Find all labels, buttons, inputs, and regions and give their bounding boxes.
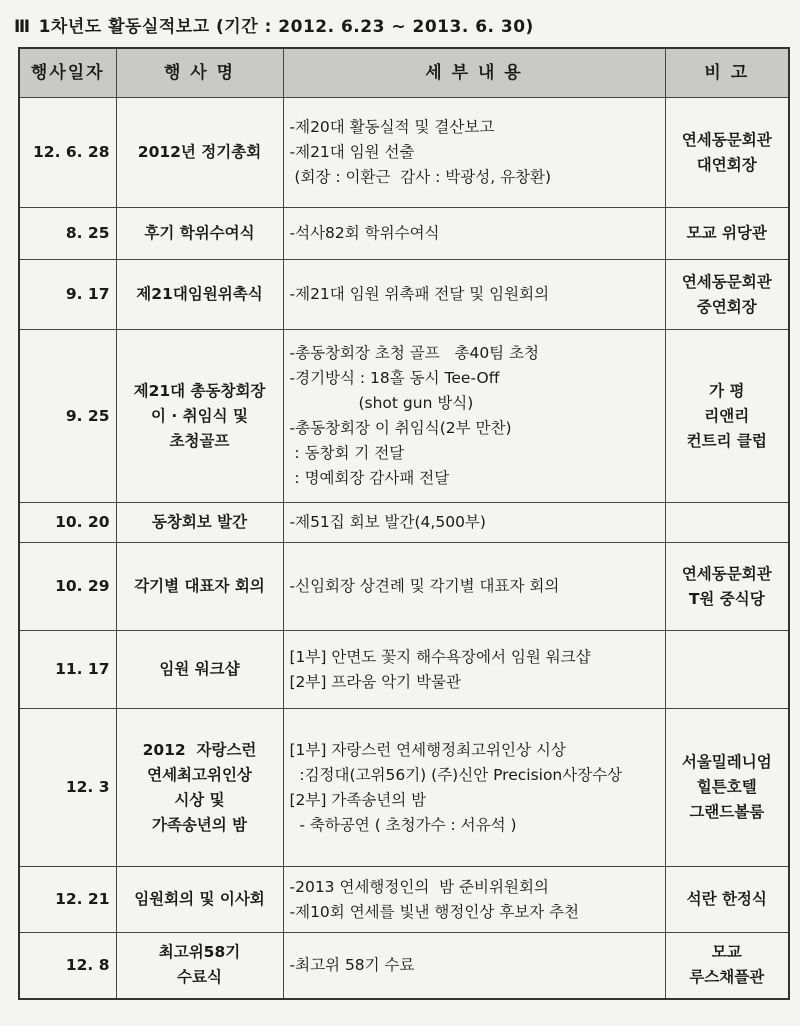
row-note: [665, 543, 789, 631]
row-event-name-line: 2012 자랑스런: [142, 740, 257, 759]
row-details-line: (회장 : 이환근 감사 : 박광성, 유창환): [289, 168, 552, 186]
row-details-line: [2부] 가족송년의 밤: [289, 790, 427, 809]
row-details-line: -총동창회장 이 취임식(2부 만찬): [289, 419, 512, 437]
table-row: [19, 867, 789, 933]
row-details-line: -제10회 연세를 빛낸 행정인상 후보자 추천: [289, 902, 580, 921]
row-details: [283, 867, 665, 933]
row-note: [665, 503, 789, 543]
row-event-name: [116, 330, 283, 503]
row-details-line: (shot gun 방식): [289, 394, 474, 412]
row-details-line: [2부] 프라움 악기 박물관: [289, 672, 461, 691]
report-title: 1차년도 활동실적보고 (기간 : 2012. 6.23 ~ 2013. 6. 30): [38, 17, 534, 37]
row-event-name: [116, 631, 283, 709]
row-event-name-line: 이 · 취임식 및: [151, 406, 248, 425]
table-row: [19, 933, 789, 999]
row-details-line: [1부] 자랑스런 연세행정최고위인상 시상: [289, 740, 566, 759]
row-event-name: [116, 503, 283, 543]
row-event-name: [116, 208, 283, 260]
row-event-name-line: 연세최고위인상: [147, 765, 252, 784]
row-date: 10. 29: [19, 543, 116, 631]
row-note-line: T원 중식당: [688, 589, 765, 608]
row-event-name-line: 동창회보 발간: [151, 513, 248, 531]
row-date: 12. 6. 28: [19, 98, 116, 208]
row-date: 11. 17: [19, 631, 116, 709]
row-note-line: 리앤리: [704, 406, 750, 425]
row-date: 12. 3: [19, 709, 116, 867]
row-note: [665, 330, 789, 503]
row-note-line: 대연회장: [696, 155, 757, 174]
row-details-line: [1부] 안면도 꽃지 해수욕장에서 임원 워크샵: [289, 647, 591, 666]
header-date: 행사일자: [19, 48, 116, 98]
row-note: [665, 631, 789, 709]
row-event-name: [116, 933, 283, 999]
row-event-name-line: 제21대임원위촉식: [136, 285, 263, 303]
row-note-line: 가 평: [709, 381, 745, 400]
row-details: [283, 709, 665, 867]
row-details: [283, 503, 665, 543]
row-date: 10. 20: [19, 503, 116, 543]
row-event-name-line: 각기별 대표자 회의: [134, 577, 265, 595]
row-event-name-line: 임원 워크샵: [159, 660, 240, 678]
row-details: [283, 330, 665, 503]
row-details: [283, 98, 665, 208]
row-note: [665, 933, 789, 999]
header-event: 행 사 명: [116, 48, 283, 98]
row-event-name-line: 2012년 정기총회: [137, 143, 262, 161]
row-details-line: -경기방식 : 18홀 동시 Tee-Off: [289, 369, 500, 387]
row-event-name-line: 수료식: [177, 968, 222, 987]
row-details-line: -신임회장 상견례 및 각기별 대표자 회의: [289, 577, 560, 595]
row-details-line: -제51집 회보 발간(4,500부): [289, 513, 486, 531]
table-row: [19, 260, 789, 330]
row-details-line: :김정대(고위56기) (주)신안 Precision사장수상: [289, 765, 623, 784]
row-date: 9. 25: [19, 330, 116, 503]
row-details: [283, 631, 665, 709]
row-note-line: 중연회장: [696, 297, 757, 316]
row-event-name-line: 후기 학위수여식: [144, 224, 255, 242]
row-event-name-line: 초청골프: [169, 431, 230, 450]
row-note-line: 모교: [711, 943, 742, 962]
row-details-line: -총동창회장 초청 골프 총40팀 초청: [289, 344, 540, 362]
row-note-line: 서울밀레니엄: [681, 753, 772, 771]
row-note: [665, 260, 789, 330]
row-note-line: 연세동문회관: [681, 272, 772, 291]
row-details-line: -제20대 활동실적 및 결산보고: [289, 118, 495, 136]
row-note-line: 컨트리 클럽: [686, 431, 767, 450]
table-row: [19, 709, 789, 867]
section-numeral: Ⅲ: [14, 17, 31, 37]
row-event-name: [116, 709, 283, 867]
row-details: [283, 208, 665, 260]
row-details-line: - 축하공연 ( 초청가수 : 서유석 ): [289, 815, 517, 834]
row-details-line: : 명예회장 감사패 전달: [289, 469, 450, 487]
row-date: 12. 21: [19, 867, 116, 933]
row-note: [665, 867, 789, 933]
row-details: [283, 260, 665, 330]
table-row: [19, 543, 789, 631]
row-note-line: 루스채플관: [689, 968, 765, 987]
header-details: 세 부 내 용: [283, 48, 665, 98]
row-event-name: [116, 543, 283, 631]
row-date: 12. 8: [19, 933, 116, 999]
row-details-line: -제21대 임원 위촉패 전달 및 임원회의: [289, 285, 550, 303]
row-note-line: 힐튼호텔: [696, 778, 757, 796]
row-note-line: 연세동문회관: [681, 130, 772, 149]
row-note-line: 석란 한정식: [686, 890, 767, 908]
row-event-name: [116, 98, 283, 208]
row-event-name-line: 가족송년의 밤: [151, 815, 248, 834]
row-event-name-line: 시상 및: [174, 790, 225, 809]
row-details-line: -석사82회 학위수여식: [289, 224, 440, 242]
row-details-line: -2013 연세행정인의 밤 준비위원회의: [289, 877, 549, 896]
row-date: 8. 25: [19, 208, 116, 260]
row-event-name-line: 최고위58기: [158, 943, 241, 962]
table-header-row: [19, 48, 789, 98]
row-details: [283, 933, 665, 999]
row-note: [665, 208, 789, 260]
table-body: [19, 98, 789, 999]
row-note-line: 그랜드볼룸: [689, 803, 765, 821]
row-details-line: : 동창회 기 전달: [289, 444, 405, 462]
table-row: [19, 208, 789, 260]
table-row: [19, 631, 789, 709]
row-details-line: -제21대 임원 선출: [289, 143, 415, 161]
row-event-name: [116, 260, 283, 330]
row-event-name-line: 임원회의 및 이사회: [134, 890, 265, 908]
table-row: [19, 330, 789, 503]
row-details: [283, 543, 665, 631]
row-note: [665, 98, 789, 208]
row-note-line: 연세동문회관: [681, 564, 772, 583]
activity-report-table: [18, 47, 790, 1000]
row-note: [665, 709, 789, 867]
row-event-name: [116, 867, 283, 933]
row-date: 9. 17: [19, 260, 116, 330]
table-row: [19, 98, 789, 208]
row-note-line: 모교 위당관: [686, 224, 767, 242]
row-details-line: -최고위 58기 수료: [289, 955, 415, 974]
table-row: [19, 503, 789, 543]
row-event-name-line: 제21대 총동창회장: [133, 381, 266, 400]
header-note: 비 고: [665, 48, 789, 98]
report-heading: [14, 12, 534, 37]
